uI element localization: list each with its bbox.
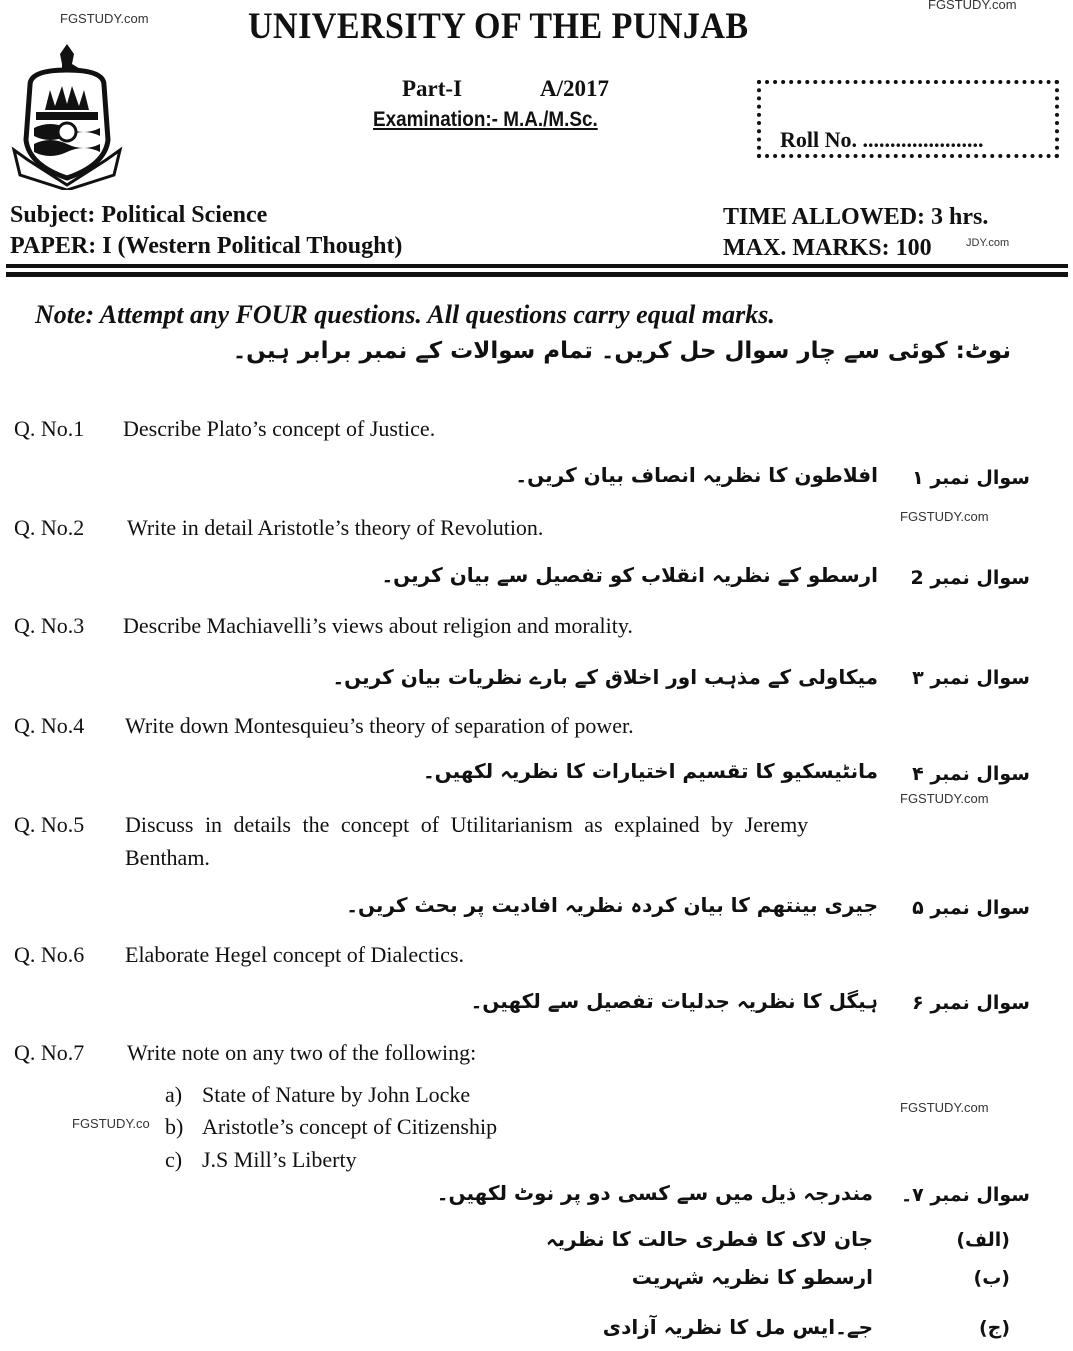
- question-urdu-label: سوال نمبر 2: [910, 567, 1030, 589]
- university-title: UNIVERSITY OF THE PUNJAB: [248, 6, 749, 47]
- question-urdu: مانٹیسکیو کا تقسیم اختیارات کا نظریہ لکھیں۔: [422, 759, 878, 783]
- urdu-part-letter: (الف): [956, 1229, 1010, 1251]
- paper: PAPER: I (Western Political Thought): [10, 233, 403, 259]
- urdu-part-letter: (ب): [973, 1267, 1010, 1289]
- header-divider: [6, 272, 1068, 277]
- part-text: Aristotle’s concept of Citizenship: [202, 1114, 498, 1139]
- part-letter: c): [165, 1147, 183, 1172]
- question-label: Q. No.6: [14, 942, 85, 967]
- watermark: FGSTUDY.com: [900, 791, 989, 806]
- university-crest-logo: [10, 40, 125, 190]
- part-letter: a): [165, 1082, 183, 1107]
- question-urdu-label: سوال نمبر ۵: [912, 897, 1030, 919]
- question-text: Describe Machiavelli’s views about religion and morality.: [123, 613, 633, 638]
- question-text: Write note on any two of the following:: [127, 1040, 477, 1065]
- watermark: FGSTUDY.com: [928, 0, 1017, 12]
- part-text: State of Nature by John Locke: [202, 1082, 471, 1107]
- part-text: J.S Mill’s Liberty: [202, 1147, 357, 1172]
- question-text-continued: Bentham.: [125, 845, 210, 870]
- question-label: Q. No.7: [14, 1040, 85, 1065]
- time-allowed: TIME ALLOWED: 3 hrs.: [723, 204, 989, 230]
- watermark: FGSTUDY.com: [900, 509, 989, 524]
- question-text: Elaborate Hegel concept of Dialectics.: [125, 942, 465, 967]
- question-text: Write in detail Aristotle’s theory of Revolution.: [127, 515, 544, 540]
- watermark: JDY.com: [966, 237, 1010, 249]
- note-urdu: نوٹ: کوئی سے چار سوال حل کریں۔ تمام سوالات کے نمبر برابر ہیں۔: [232, 338, 1011, 364]
- exam-session: A/2017: [540, 76, 609, 101]
- question-label: Q. No.3: [14, 613, 85, 638]
- question-label: Q. No.4: [14, 713, 85, 738]
- watermark: FGSTUDY.com: [900, 1100, 989, 1115]
- watermark: FGSTUDY.com: [60, 11, 149, 26]
- question-urdu-label: سوال نمبر ۶: [912, 992, 1030, 1014]
- question-urdu: جیری بینتھم کا بیان کردہ نظریہ افادیت پر بحث کریں۔: [346, 893, 878, 917]
- subject: Subject: Political Science: [10, 202, 268, 228]
- part-letter: b): [165, 1114, 184, 1139]
- question-urdu: افلاطون کا نظریہ انصاف بیان کریں۔: [515, 463, 878, 487]
- question-label: Q. No.1: [14, 416, 85, 441]
- examination-label: Examination:- M.A./M.Sc.: [373, 108, 598, 131]
- urdu-part-letter: (ج): [978, 1317, 1010, 1339]
- question-urdu-label: سوال نمبر ۴: [912, 763, 1030, 785]
- roll-number-field: Roll No. ......................: [780, 127, 984, 152]
- question-urdu-label: سوال نمبر ۳: [912, 667, 1030, 689]
- question-text: Discuss in details the concept of Utilitarianism as explained by Jeremy: [125, 812, 809, 837]
- max-marks: MAX. MARKS: 100: [723, 235, 932, 261]
- urdu-part-text: ارسطو کا نظریہ شہریت: [631, 1265, 873, 1289]
- urdu-part-text: جان لاک کا فطری حالت کا نظریہ: [545, 1227, 873, 1251]
- header-divider: [6, 264, 1068, 268]
- note-english: Note: Attempt any FOUR questions. All questions carry equal marks.: [35, 300, 775, 329]
- question-urdu: میکاولی کے مذہب اور اخلاق کے بارے نظریات بیان کریں۔: [332, 665, 878, 689]
- urdu-part-text: جے۔ایس مل کا نظریہ آزادی: [602, 1315, 873, 1339]
- question-urdu: مندرجہ ذیل میں سے کسی دو پر نوٹ لکھیں۔: [436, 1181, 873, 1205]
- question-text: Write down Montesquieu’s theory of separation of power.: [125, 713, 634, 738]
- exam-part: Part-I: [402, 76, 463, 101]
- question-urdu: ہیگل کا نظریہ جدلیات تفصیل سے لکھیں۔: [470, 989, 878, 1013]
- question-text: Describe Plato’s concept of Justice.: [123, 416, 436, 441]
- question-label: Q. No.2: [14, 515, 85, 540]
- question-label: Q. No.5: [14, 812, 85, 837]
- question-urdu-label: سوال نمبر ۷۔: [900, 1184, 1030, 1206]
- question-urdu-label: سوال نمبر ۱: [912, 467, 1030, 489]
- watermark: FGSTUDY.co: [72, 1116, 150, 1131]
- question-urdu: ارسطو کے نظریہ انقلاب کو تفصیل سے بیان کریں۔: [381, 563, 878, 587]
